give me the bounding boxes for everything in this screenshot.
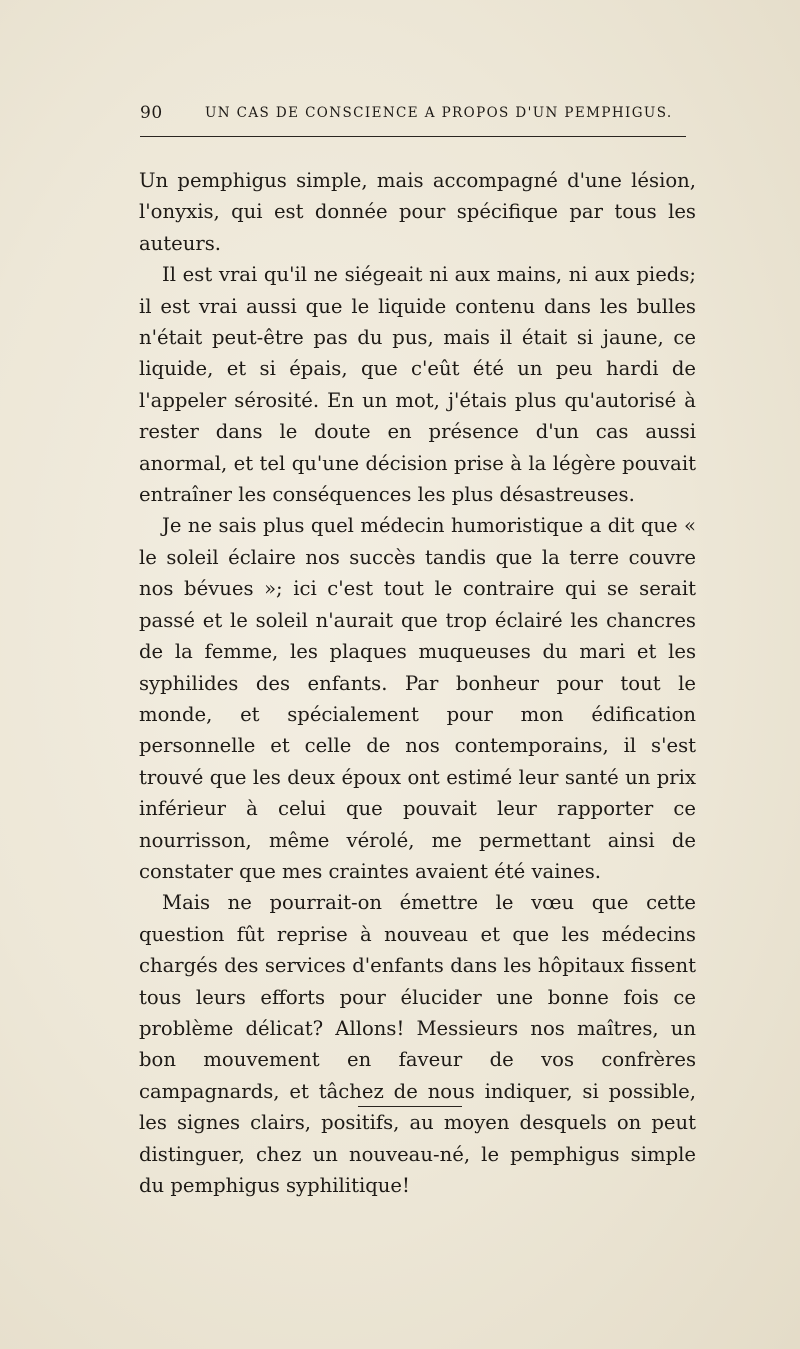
paragraph: Un pemphigus simple, mais accompagné d'une lésion, l'onyxis, qui est donnée pour spécifique par tous les auteurs.: [139, 169, 696, 255]
running-title: UN CAS DE CONSCIENCE A PROPOS D'UN PEMPHIGUS.: [205, 105, 673, 121]
paragraph: Il est vrai qu'il ne siégeait ni aux mains, ni aux pieds; il est vrai aussi que le liquide contenu dans les bulles n'était peut-être pas du pus, mais il était si jaune, ce liquide, et si épais, que c'eût été un peu hardi de l'appeler sérosité. En un mot, j'étais plus qu'autorisé à rester dans le doute en présence d'un cas aussi anormal, et tel qu'une décision prise à la légère pouvait entraîner les conséquences les plus désastreuses.: [139, 263, 696, 507]
page-header: [140, 103, 700, 127]
paragraph: Mais ne pourrait-on émettre le vœu que cette question fût reprise à nouveau et que les médecins chargés des services d'enfants dans les hôpitaux fissent tous leurs efforts pour élucider une bonne fois ce problème délicat? Allons! Messieurs nos maîtres, un bon mouvement en faveur de vos confrères campagnards, et tâchez de nous indiquer, si possible, les signes clairs, positifs, au moyen desquels on peut distinguer, chez un nouveau-né, le pemphigus simple du pemphigus syphilitique!: [139, 891, 696, 1197]
paragraph: Je ne sais plus quel médecin humoristique a dit que « le soleil éclaire nos succès tandis que la terre couvre nos bévues »; ici c'est tout le contraire qui se serait passé et le soleil n'aurait que trop éclairé les chancres de la femme, les plaques muqueuses du mari et les syphilides des enfants. Par bonheur pour tout le monde, et spécialement pour mon édification personnelle et celle de nos contemporains, il s'est trouvé que les deux époux ont estimé leur santé un prix inférieur à celui que pouvait leur rapporter ce nourrisson, même vérolé, me permettant ainsi de constater que mes craintes avaient été vaines.: [139, 514, 696, 883]
page-number: 90: [140, 103, 163, 123]
body-text: [139, 165, 696, 1201]
end-rule: [358, 1106, 462, 1107]
header-rule: [140, 136, 686, 137]
